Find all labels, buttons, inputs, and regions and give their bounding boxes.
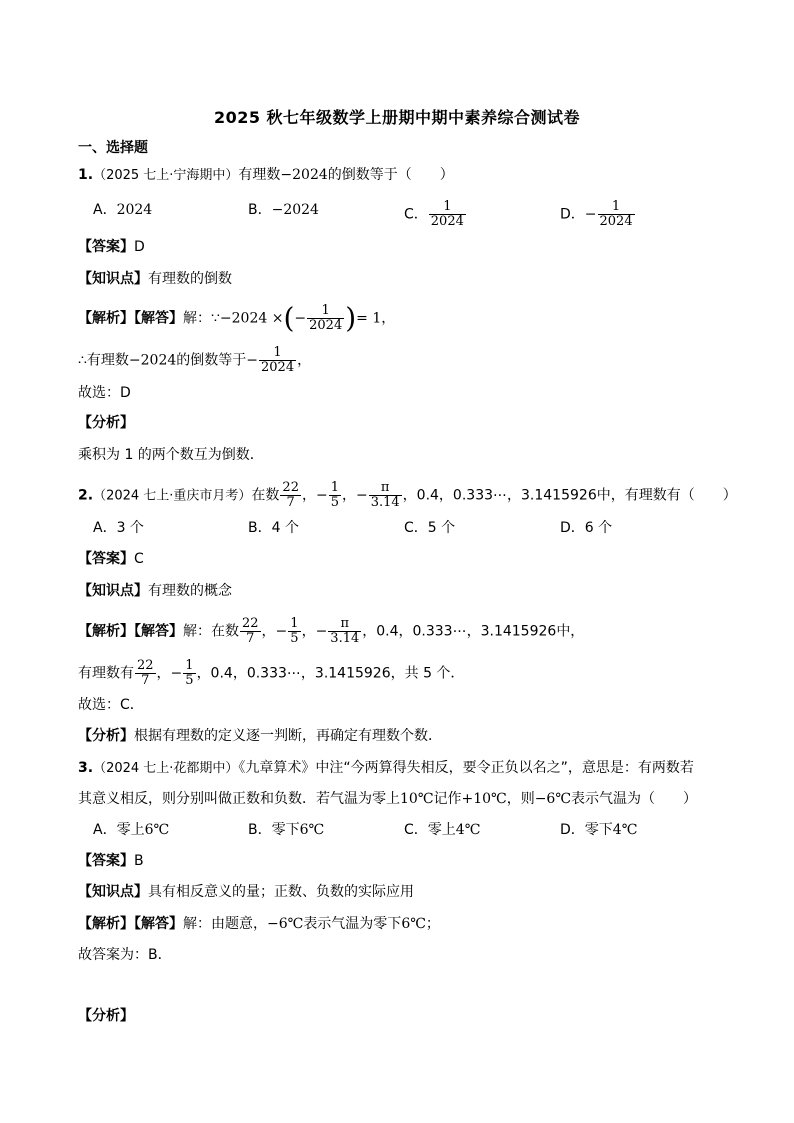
question-number: 2. (78, 487, 94, 504)
stem-text: 中，有理数有（ ） (596, 487, 737, 504)
text: ，共 5 个． (390, 665, 465, 682)
option-text: 零上 (116, 822, 145, 838)
stem-text: 《九章算术》中注“今两算得失相反，要令正负以名之”，意思是：有两数若 (238, 760, 694, 776)
q3-option-b[interactable] (248, 820, 324, 840)
answer-value: C (134, 551, 144, 567)
option-text: 3 个 (116, 520, 144, 536)
math-value: −2024 (280, 167, 328, 183)
math-value: = 1 (356, 310, 382, 327)
q2-choice (78, 695, 144, 715)
knowledge-text: 具有相反意义的量；正数、负数的实际应用 (148, 884, 414, 900)
choose-value: C． (120, 697, 144, 713)
option-label: C． (404, 520, 428, 536)
option-value: 4℃ (455, 822, 481, 838)
q3-option-d[interactable] (560, 820, 637, 840)
q2-option-c[interactable] (404, 518, 455, 538)
knowledge-label: 【知识点】 (78, 271, 148, 287)
fraction (328, 617, 361, 646)
option-label: C． (404, 822, 428, 838)
minus-sign: − (315, 623, 328, 640)
option-label: D． (560, 822, 585, 838)
q3-solution (78, 914, 440, 934)
solution-label: 【解析】【解答】 (78, 623, 183, 640)
denominator: 2024 (430, 214, 464, 229)
denominator: 3.14 (330, 631, 360, 646)
option-text: 5 个 (427, 520, 456, 536)
choose-label: 故选： (78, 385, 120, 401)
question-number: 1. (78, 167, 94, 183)
question-2-stem (78, 481, 737, 510)
minus-sign: − (170, 665, 183, 682)
option-label: A． (93, 822, 117, 838)
question-source: （2024 七上·重庆市月考） (93, 488, 252, 504)
text: ，0.4，0.333⋯，3.1415926 (196, 665, 391, 682)
page-title: 2025 秋七年级数学上册期中期中素养综合测试卷 (213, 108, 581, 127)
text: ，0.4，0.333⋯，3.1415926 (362, 623, 557, 640)
denominator: 2024 (599, 214, 633, 229)
math-value: −6℃ (267, 916, 304, 932)
q3-option-c[interactable] (404, 820, 480, 840)
solution-label: 【解析】【解答】 (78, 310, 183, 327)
fraction (369, 481, 402, 510)
choose-value: B． (148, 947, 172, 963)
math-value: 10℃ (400, 791, 434, 807)
fraction (183, 659, 195, 688)
choose-label: 故答案为： (78, 947, 148, 963)
punctuation: ， (341, 487, 356, 504)
denominator: 7 (141, 673, 150, 688)
option-text: 2024 (116, 202, 153, 218)
numerator: 22 (282, 480, 299, 495)
answer-value: D (134, 239, 145, 255)
q2-option-b[interactable] (248, 518, 299, 538)
answer-label: 【答案】 (78, 551, 134, 567)
denominator: 2024 (309, 318, 343, 333)
therefore-symbol: ∴ (78, 352, 87, 369)
fraction (598, 200, 635, 229)
text: 表示气温为零下 (303, 916, 402, 932)
q3-answer (78, 851, 144, 871)
fraction (429, 200, 466, 229)
q1-knowledge (78, 269, 232, 289)
denominator: 5 (290, 631, 299, 646)
option-text: −2024 (271, 202, 319, 218)
punctuation: ， (381, 310, 396, 327)
because-symbol: ∵ (211, 310, 220, 327)
denominator: 7 (246, 631, 255, 646)
option-value: 6℃ (299, 822, 325, 838)
fraction (135, 659, 156, 688)
q3-analysis-label: 【分析】 (78, 1008, 134, 1024)
analysis-text: 根据有理数的定义逐一判断，再确定有理数个数． (134, 728, 442, 744)
numerator: π (369, 481, 402, 496)
analysis-label: 【分析】 (78, 728, 134, 744)
numerator: 22 (242, 616, 259, 631)
fraction (240, 617, 261, 646)
q1-option-b[interactable] (248, 200, 319, 220)
q1-conclusion (78, 346, 311, 375)
section-heading: 一、选择题 (78, 140, 148, 156)
q1-analysis-label: 【分析】 (78, 415, 134, 431)
stem-text: 在数 (251, 487, 280, 504)
numerator: 1 (330, 480, 339, 495)
q3-choice (78, 945, 172, 965)
answer-label: 【答案】 (78, 239, 134, 255)
punctuation: ， (301, 487, 316, 504)
q2-solution (78, 617, 584, 646)
stem-text: 表示气温为（ ） (571, 791, 698, 807)
text: 在数 (211, 623, 239, 640)
q1-option-d[interactable] (560, 200, 636, 229)
option-label: D． (560, 520, 585, 536)
punctuation: ， (156, 665, 171, 682)
option-text: 4 个 (271, 520, 299, 536)
denominator: 3.14 (370, 495, 400, 510)
option-text: 零下 (271, 822, 300, 838)
minus-sign: − (315, 487, 328, 504)
question-3-stem-line1 (78, 758, 694, 779)
choose-value: D (120, 385, 131, 401)
question-source: （2025 七上·宁海期中） (93, 168, 239, 183)
stem-text: ，0.4，0.333⋯，3.1415926 (402, 487, 597, 504)
q1-answer (78, 237, 145, 257)
numerator: 1 (185, 658, 194, 673)
numerator: π (328, 617, 361, 632)
text: 有理数有 (78, 665, 134, 682)
stem-text: 记作 (433, 791, 462, 807)
minus-sign: − (355, 487, 368, 504)
fraction (288, 617, 300, 646)
numerator: 22 (137, 658, 154, 673)
math-value: −2024 × (219, 310, 284, 327)
q2-knowledge (78, 581, 232, 601)
q2-answer (78, 549, 144, 569)
fraction (329, 481, 341, 510)
solution-label: 【解析】【解答】 (78, 916, 183, 932)
question-3-stem-line2 (78, 789, 697, 809)
fraction (259, 346, 296, 375)
option-value: 6℃ (144, 822, 170, 838)
option-label: A． (93, 202, 117, 218)
text: 有理数 (86, 352, 129, 369)
knowledge-text: 有理数的概念 (148, 583, 232, 599)
option-label: C． (404, 206, 428, 223)
stem-text: 的倒数等于（ ） (327, 167, 454, 183)
text: 由题意， (211, 916, 267, 932)
option-label: B． (248, 822, 272, 838)
stem-text: 其意义相反，则分别叫做正数和负数．若气温为零上 (78, 791, 400, 807)
math-value: −6℃ (534, 791, 572, 807)
option-text: 零上 (427, 822, 456, 838)
punctuation: ， (261, 623, 276, 640)
numerator: 1 (259, 346, 296, 361)
q1-option-c[interactable] (404, 200, 467, 229)
q1-solution: 【解析】【解答】解：∵−2024 ×(− $\frac{1}{2024}$ )= 1， (78, 301, 396, 335)
numerator: 1 (429, 200, 466, 215)
solve-text: 解： (183, 623, 211, 640)
answer-value: B (134, 853, 144, 869)
denominator: 7 (286, 495, 295, 510)
answer-label: 【答案】 (78, 853, 134, 869)
q1-option-a[interactable] (93, 200, 152, 220)
denominator: 5 (330, 495, 339, 510)
option-label: D． (560, 206, 585, 223)
q3-option-a[interactable] (93, 820, 169, 840)
numerator: 1 (598, 200, 635, 215)
q2-option-d[interactable] (560, 518, 612, 538)
q1-analysis-text: 乘积为 1 的两个数互为倒数． (78, 447, 264, 463)
math-value: +10℃ (461, 791, 507, 807)
solve-text: 解： (183, 916, 211, 932)
q2-option-a[interactable] (93, 518, 144, 538)
option-value: 4℃ (612, 822, 638, 838)
knowledge-text: 有理数的倒数 (148, 271, 232, 287)
q2-result (78, 659, 464, 688)
question-number: 3. (78, 760, 94, 776)
solve-text: 解： (183, 310, 211, 327)
option-text: 零下 (584, 822, 613, 838)
punctuation: ， (301, 623, 316, 640)
text: 的倒数等于 (176, 352, 247, 369)
text: 中， (556, 623, 585, 640)
minus-sign: − (294, 310, 307, 327)
punctuation: ； (425, 916, 440, 932)
knowledge-label: 【知识点】 (78, 583, 148, 599)
minus-sign: − (275, 623, 288, 640)
option-label: B． (248, 520, 272, 536)
numerator: 1 (307, 304, 344, 319)
punctuation: ， (297, 352, 312, 369)
math-value: −2024 (128, 352, 177, 369)
q3-knowledge (78, 882, 414, 902)
stem-text: ，则 (506, 791, 535, 807)
denominator: 5 (185, 673, 194, 688)
q1-choice (78, 383, 131, 403)
question-1-stem (78, 165, 454, 186)
fraction (280, 481, 301, 510)
option-label: B． (248, 202, 272, 218)
question-source: （2024 七上·花都期中） (93, 761, 239, 776)
q2-analysis (78, 726, 442, 746)
math-value: 6℃ (401, 916, 426, 932)
denominator: 2024 (261, 360, 295, 375)
choose-label: 故选： (78, 697, 120, 713)
knowledge-label: 【知识点】 (78, 884, 148, 900)
fraction (307, 304, 344, 333)
minus-sign: − (246, 352, 259, 369)
minus-sign: − (584, 206, 597, 223)
stem-text: 有理数 (238, 167, 281, 183)
option-text: 6 个 (584, 520, 613, 536)
option-label: A． (93, 520, 117, 536)
numerator: 1 (290, 616, 299, 631)
